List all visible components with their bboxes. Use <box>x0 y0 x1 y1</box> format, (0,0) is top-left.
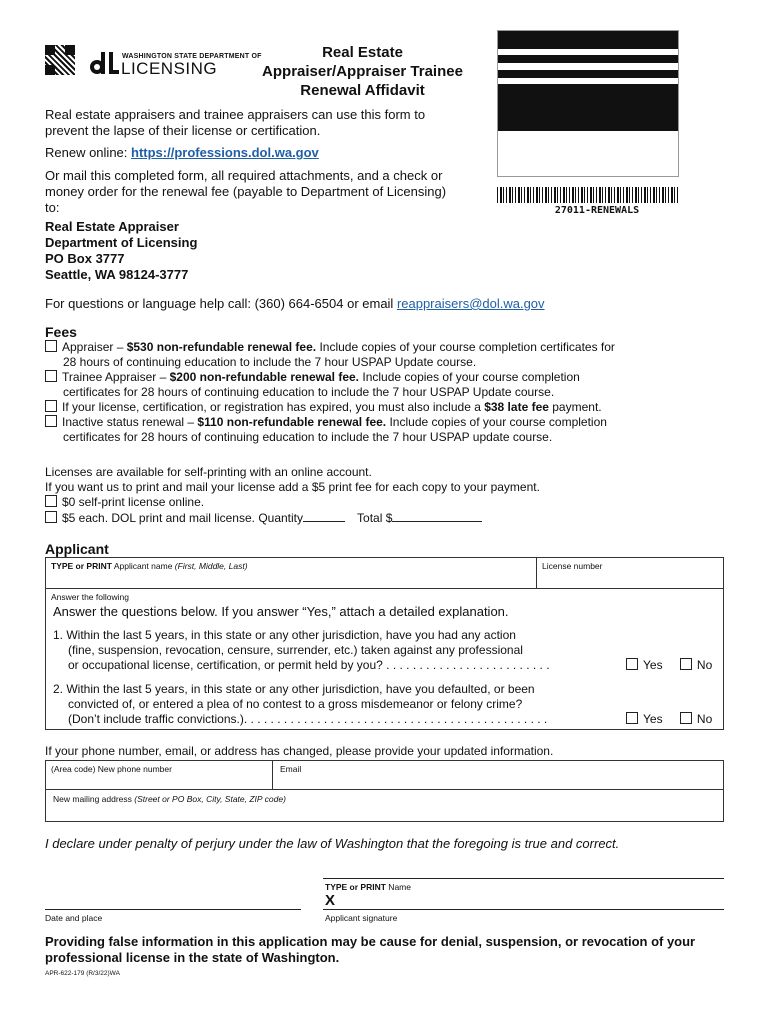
q2-answers <box>626 712 712 727</box>
dol-logo <box>88 50 120 76</box>
fee-amount: $530 non-refundable renewal fee. <box>126 340 317 354</box>
renew-online <box>45 145 485 161</box>
agency-small: WASHINGTON STATE DEPARTMENT OF <box>122 53 262 60</box>
q1-yes-label: Yes <box>643 658 663 672</box>
fee-desc: Include copies of your course completion <box>359 370 580 384</box>
fee-late-checkbox[interactable] <box>45 400 57 412</box>
license-label: License number <box>542 561 603 571</box>
print-p2: If you want us to print and mail your license add a $5 print fee for each copy to your payment. <box>45 480 540 494</box>
name-label-bold: TYPE or PRINT <box>51 561 112 571</box>
questions-box <box>45 588 724 730</box>
renew-label: Renew online: <box>45 145 131 160</box>
q1-line-3: or occupational license, certification, or permit held by you? . . . . . . . . . . . . . . . . . . . . . . . . . <box>68 658 550 672</box>
self-print-checkbox[interactable] <box>45 495 57 507</box>
answer-label: Answer the following <box>51 592 129 602</box>
q2-line-2: convicted of, or entered a plea of no contest to a gross misdemeanor or felony crime? <box>68 697 523 711</box>
barcode-text: 27011-RENEWALS <box>554 205 640 216</box>
address-line-4: Seattle, WA 98124-3777 <box>45 267 189 282</box>
question-2 <box>53 682 653 727</box>
addr-label-wrap <box>46 790 723 808</box>
q2-line-3: (Don’t include traffic convictions.). . . . . . . . . . . . . . . . . . . . . . . . . . . . . . . . . . . . . . . . . . . . . . <box>68 712 548 726</box>
agency-name: LICENSING <box>121 59 218 78</box>
q1-no-label: No <box>696 658 713 672</box>
q1-no-checkbox[interactable] <box>680 658 692 670</box>
applicant-name-field[interactable] <box>45 557 537 589</box>
fee-item-late <box>45 400 735 415</box>
title-line-2: Appraiser/Appraiser Trainee <box>262 63 463 80</box>
email-field[interactable] <box>272 760 724 790</box>
self-print-label: $0 self-print license online. <box>62 495 205 509</box>
fee-amount: $110 non-refundable renewal fee. <box>197 415 387 429</box>
signature-label: Applicant signature <box>325 913 398 923</box>
title-line-1: Real Estate <box>322 44 403 61</box>
barcode <box>497 187 679 203</box>
renew-link[interactable]: https://professions.dol.wa.gov <box>131 145 319 160</box>
fee-item-trainee <box>45 370 735 400</box>
fee-desc: Include copies of your course completion <box>386 415 607 429</box>
email-label: Email <box>280 764 302 774</box>
total-field[interactable] <box>392 510 482 522</box>
name-signature-line <box>323 878 724 879</box>
print-opt-self <box>45 495 745 510</box>
perjury-declaration: I declare under penalty of perjury under the law of Washington that the foregoing is true and correct. <box>45 836 620 851</box>
question-1 <box>53 628 653 673</box>
decl-name: Name <box>385 882 411 892</box>
intro-paragraph: Real estate appraisers and trainee appraisers can use this form to prevent the lapse of their license or certification. <box>45 107 426 138</box>
addr-label: New mailing address <box>53 794 135 804</box>
fee-label: Inactive status renewal – <box>62 415 198 429</box>
page-title <box>235 43 490 100</box>
mail-print-label: $5 each. DOL print and mail license. Quantity <box>62 511 304 525</box>
fee-desc-cont: certificates for 28 hours of continuing education to include the 7 hour USPAP Update course. <box>63 385 555 399</box>
fee-item-appraiser <box>45 340 735 370</box>
false-info-warning: Providing false information in this application may be cause for denial, suspension, or revocation of your professional license in the state of Washington. <box>45 934 696 965</box>
fee-label: If your license, certification, or registration has expired, you must also include a <box>62 400 485 414</box>
print-section <box>45 465 745 526</box>
signature-line[interactable] <box>323 909 724 910</box>
fee-inactive-checkbox[interactable] <box>45 415 57 427</box>
title-line-3: Renewal Affidavit <box>300 82 425 99</box>
mailing-address <box>45 219 197 283</box>
fee-amount: $38 late fee <box>484 400 549 414</box>
addr-label-italic: (Street or PO Box, City, State, ZIP code) <box>134 794 286 804</box>
fee-label: Appraiser – <box>62 340 127 354</box>
qr-code <box>45 45 75 75</box>
mail-paragraph: Or mail this completed form, all required attachments, and a check or money order for the renewal fee (payable to Department of Licensing) to: <box>45 168 447 215</box>
print-p1: Licenses are available for self-printing with an online account. <box>45 465 372 479</box>
declaration-name-label <box>325 882 411 892</box>
q2-no-label: No <box>696 712 713 726</box>
fee-label: Trainee Appraiser – <box>62 370 170 384</box>
address-line-2: Department of Licensing <box>45 235 198 250</box>
phone-label: (Area code) New phone number <box>51 764 172 774</box>
fee-appraiser-checkbox[interactable] <box>45 340 57 352</box>
fees-heading: Fees <box>45 324 77 340</box>
decl-name-bold: TYPE or PRINT <box>325 882 386 892</box>
name-field-label <box>46 558 536 574</box>
office-use-box <box>497 30 679 177</box>
email-link[interactable]: reappraisers@dol.wa.gov <box>396 296 545 311</box>
fee-desc-cont: certificates for 28 hours of continuing education to include the 7 hour USPAP update course. <box>63 430 553 444</box>
answer-intro: Answer the questions below. If you answer “Yes,” attach a detailed explanation. <box>53 604 509 619</box>
fee-desc-cont: 28 hours of continuing education to include the 7 hour USPAP Update course. <box>63 355 477 369</box>
form-id: APR-622-179 (R/3/22)WA <box>45 970 120 977</box>
q2-yes-checkbox[interactable] <box>626 712 638 724</box>
address-line-3: PO Box 3777 <box>45 251 125 266</box>
q2-line-1: 2. Within the last 5 years, in this state or any other jurisdiction, have you defaulted, or been <box>53 682 535 696</box>
address-line-1: Real Estate Appraiser <box>45 219 179 234</box>
mailing-address-field[interactable] <box>45 789 724 822</box>
name-label-italic: (First, Middle, Last) <box>174 561 248 571</box>
license-number-field[interactable] <box>536 557 724 589</box>
print-opt-mail <box>45 510 745 526</box>
q1-answers <box>626 658 712 673</box>
questions-prefix: For questions or language help call: (360) 664-6504 or email <box>45 296 397 311</box>
fee-desc: payment. <box>548 400 602 414</box>
total-label: Total $ <box>357 511 393 525</box>
name-label: Applicant name <box>111 561 175 571</box>
signature-x-mark: X <box>325 892 336 909</box>
mail-print-checkbox[interactable] <box>45 511 57 523</box>
q1-line-2: (fine, suspension, revocation, censure, surrender, etc.) taken against any professional <box>68 643 523 657</box>
q1-yes-checkbox[interactable] <box>626 658 638 670</box>
contact-intro: If your phone number, email, or address has changed, please provide your updated information. <box>45 744 554 758</box>
phone-field[interactable] <box>45 760 273 790</box>
date-place-line[interactable] <box>45 909 301 910</box>
questions-line <box>45 296 745 312</box>
fee-item-inactive <box>45 415 735 445</box>
applicant-heading: Applicant <box>45 541 109 557</box>
date-place-label: Date and place <box>45 913 103 923</box>
q2-yes-label: Yes <box>643 712 663 726</box>
fee-amount: $200 non-refundable renewal fee. <box>169 370 360 384</box>
q2-no-checkbox[interactable] <box>680 712 692 724</box>
fee-desc: Include copies of your course completion certificates for <box>316 340 615 354</box>
q1-line-1: 1. Within the last 5 years, in this state or any other jurisdiction, have you had any action <box>53 628 516 642</box>
fee-trainee-checkbox[interactable] <box>45 370 57 382</box>
quantity-field[interactable] <box>303 510 345 522</box>
fees-list <box>45 340 735 445</box>
